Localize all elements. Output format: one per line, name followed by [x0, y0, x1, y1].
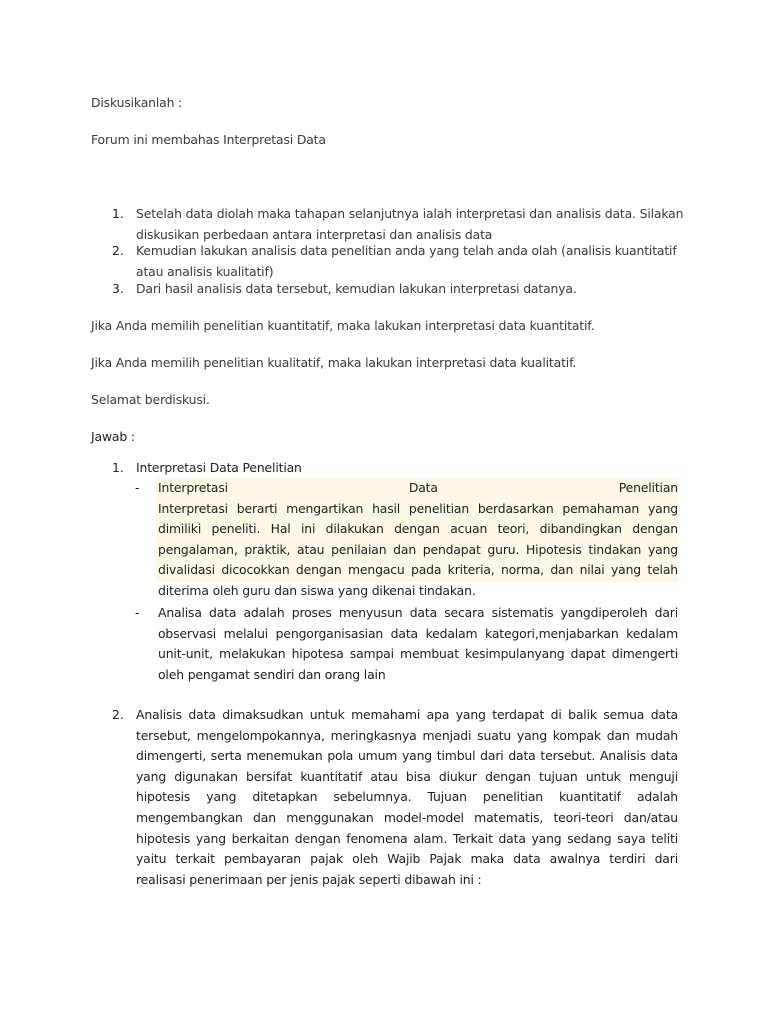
- bullet-line: dimiliki peneliti. Hal ini dilakukan dengan acuan teori, dibandingkan dengan: [158, 521, 678, 537]
- bullet-line: unit-unit, melakukan hipotesa sampai membuat kesimpulanyang dapat dimengerti: [158, 646, 678, 662]
- bullet-line: divalidasi dicocokkan dengan mengacu pada kriteria, norma, dan nilai yang telah: [158, 562, 678, 578]
- task-number: 2.: [112, 243, 124, 258]
- task-item: [136, 204, 683, 245]
- paragraph-line: realisasi penerimaan per jenis pajak seperti dibawah ini :: [136, 871, 482, 887]
- bullet-line: diterima oleh guru dan siswa yang dikenai tindakan.: [158, 582, 476, 598]
- task-item: [136, 279, 577, 300]
- paragraph-line: hipotesis yang berkaitan dengan fenomena alam. Terkait data yang sedang saya teliti: [136, 830, 678, 846]
- closing-text: Selamat berdiskusi.: [91, 392, 210, 407]
- paragraph-line: tersebut, mengelompokannya, meringkasnya menjadi suatu yang kompak dan mudah: [136, 727, 678, 743]
- analysis-paragraph: [136, 705, 678, 890]
- bullet-paragraph: [158, 478, 678, 602]
- task-number: 3.: [112, 281, 124, 296]
- note-kuantitatif: Jika Anda memilih penelitian kuantitatif, maka lakukan interpretasi data kuantitatif.: [91, 318, 595, 333]
- forum-description: Forum ini membahas Interpretasi Data: [91, 132, 326, 147]
- note-kualitatif: Jika Anda memilih penelitian kualitatif, maka lakukan interpretasi data kualitatif.: [91, 355, 577, 370]
- paragraph-line: dimengerti, serta menemukan pola umum yang timbul dari data tersebut. Analisis data: [136, 748, 678, 764]
- paragraph-line: yang digunakan bersifat kuantitatif atau bisa diukur dengan tujuan untuk menguji: [136, 768, 678, 784]
- prompt-text: Diskusikanlah :: [91, 95, 183, 110]
- bullet-line: observasi melalui pengorganisasian data kedalam kategori,menjabarkan kedalam: [158, 625, 678, 641]
- answer-item-number: 1.: [112, 460, 124, 475]
- task-number: 1.: [112, 206, 124, 221]
- task-line: Kemudian lakukan analisis data penelitian anda yang telah anda olah (analisis kuantitatif: [136, 243, 677, 258]
- task-item: [136, 241, 677, 282]
- bullet-line: pengalaman, praktik, atau penilaian dan pendapat guru. Hipotesis tindakan yang: [158, 541, 678, 557]
- answer-item-title: Interpretasi Data Penelitian: [136, 460, 302, 475]
- bullet-line: Analisa data adalah proses menyusun data secara sistematis yangdiperoleh dari: [158, 605, 678, 620]
- bullet-marker: -: [135, 605, 140, 620]
- task-line: atau analisis kualitatif): [136, 263, 274, 279]
- paragraph-line: Analisis data dimaksudkan untuk memahami apa yang terdapat di balik semua data: [136, 707, 678, 722]
- bullet-line: oleh pengamat sendiri dan orang lain: [158, 666, 386, 682]
- task-line: Dari hasil analisis data tersebut, kemudian lakukan interpretasi datanya.: [136, 281, 577, 296]
- answer-item-number: 2.: [112, 707, 124, 722]
- task-line: diskusikan perbedaan antara interpretasi dan analisis data: [136, 226, 493, 242]
- paragraph-line: hipotesis yang ditetapkan sebelumnya. Tujuan penelitian kuantitatif adalah: [136, 789, 678, 805]
- answer-heading: Jawab :: [91, 429, 135, 444]
- bullet-marker: -: [135, 480, 140, 495]
- paragraph-line: yaitu terkait pembayaran pajak oleh Wajib Pajak maka data awalnya terdiri dari: [136, 851, 678, 867]
- task-line: Setelah data diolah maka tahapan selanjutnya ialah interpretasi dan analisis data. Silakan: [136, 206, 684, 221]
- bullet-paragraph: [158, 603, 678, 685]
- bullet-line: Interpretasi berarti mengartikan hasil penelitian berdasarkan pemahaman yang: [158, 500, 678, 516]
- bullet-line: Interpretasi Data Penelitian: [158, 480, 678, 495]
- paragraph-line: mengembangkan dan menggunakan model-model matematis, teori-teori dan/atau: [136, 809, 678, 825]
